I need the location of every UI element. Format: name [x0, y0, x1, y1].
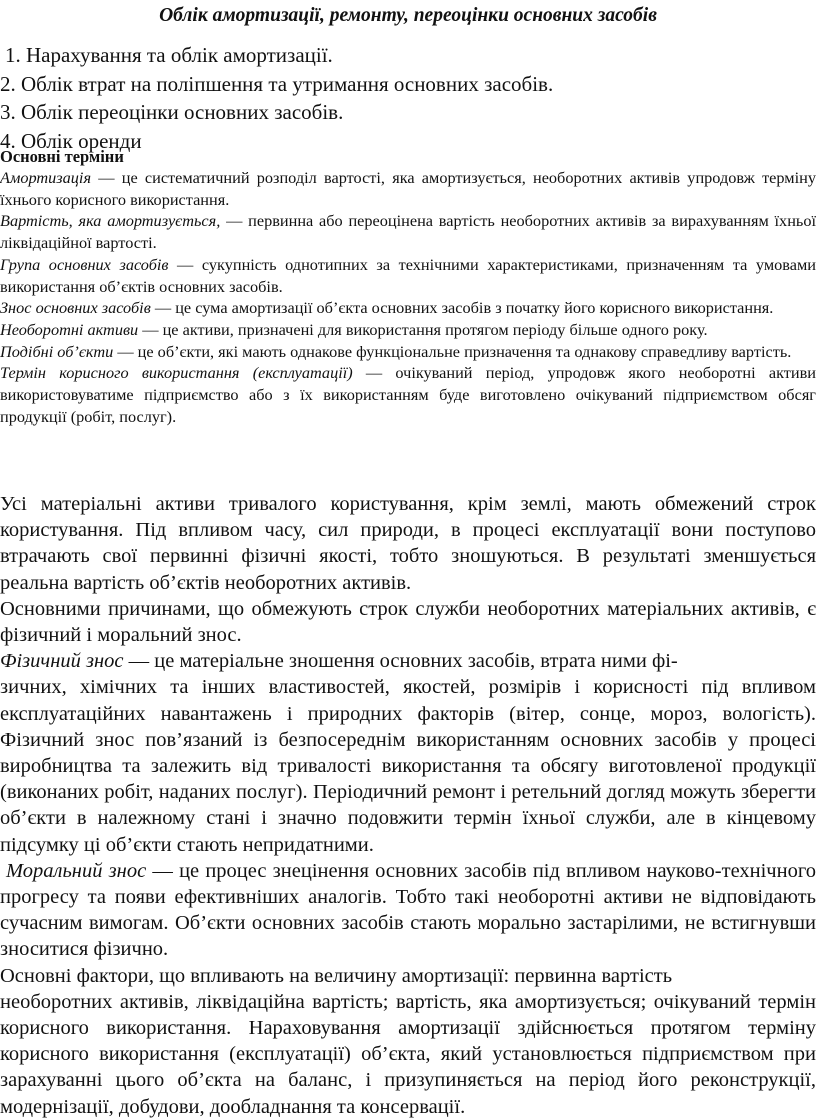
term-name: Група основних засобів — [0, 254, 169, 274]
topic-item-1: 1. Нарахування та облік амортизації. — [5, 43, 333, 67]
paragraph-moral-wear — [0, 858, 816, 963]
term-name: Амортизація — [0, 168, 92, 187]
topic-item-2: 2. Облік втрат на поліпшення та утримання основних засобів. — [0, 71, 554, 96]
term-noncurrent-assets — [0, 319, 816, 341]
term-definition: — це сума амортизації об’єкта основних засобів з початку його корисного використання. — [150, 298, 774, 318]
term-definition: — первинна або переоцінена вартість необоротних активів за вирахуванням їхньої ліквідаційної вартості. — [0, 211, 816, 253]
paragraph-factors: необоротних активів, ліквідаційна вартість; вартість, яка амортизується; очікуваний термін корисного використання. Нараховування амортизації здійснюється протягом терміну корисного використання (експлуатації) об’єкта, який установлюється підприємством при зарахуванні цього об’єкта на баланс, і призупиняється на період його реконструкції, модернізації, добудови, дообладнання та консервації. — [0, 990, 816, 1118]
term-definition: — очікуваний період, упродовж якого необоротні активи використовуватиме підприємство або з їх використанням буде виготовлено очікуваний підприємством обсяг продукції (робіт, послуг). — [0, 363, 816, 426]
term-name: Вартість, яка амортизується, — [0, 211, 221, 231]
term-definition: — сукупність однотипних за технічними характеристиками, призначенням та умовами використання об’єктів основних засобів. — [0, 254, 816, 296]
topic-item-3: 3. Облік переоцінки основних засобів. — [0, 100, 344, 124]
term-name: Подібні об’єкти — [0, 341, 114, 361]
term-wear — [0, 297, 816, 319]
term-depreciable-amount — [0, 210, 816, 253]
body-text — [0, 491, 816, 1120]
paragraph-causes: Основними причинами, що обмежують строк служби необоротних матеріальних активів, є фізичний і моральний знос. — [0, 597, 816, 647]
term-name: Необоротні активи — [0, 319, 139, 339]
term-definition: — це активи, призначені для використання протягом періоду більше одного року. — [138, 319, 708, 339]
topic-item-4: 4. Облік оренди — [0, 128, 142, 153]
term-name: Термін корисного використання (експлуатації) — [0, 363, 353, 383]
physical-wear-line1: — це матеріальне зношення основних засобів, втрата ними фі- — [123, 650, 678, 673]
term-depreciation — [0, 167, 816, 210]
term-similar-objects — [0, 341, 816, 363]
topic-list — [0, 41, 816, 155]
paragraph-intro: Усі матеріальні активи тривалого користування, крім землі, мають обмежений строк користування. Під впливом часу, сил природи, в процесі експлуатації вони поступово втрачають свої первинні фізичні якості, тобто зношуються. В результаті зменшується реальна вартість об’єктів необоротних активів. — [0, 493, 816, 594]
moral-wear-term: Моральний знос — [6, 859, 147, 882]
paragraph-physical-wear-first-line — [0, 648, 816, 674]
moral-wear-definition: — це процес знецінення основних засобів під впливом науково-технічного прогресу та появи ефективніших аналогів. Тобто такі необоротні активи не відповідають сучасним вимогам. Об’єкти основних засобів стають морально застарілими, не встигнувши зноситися фізично. — [0, 859, 816, 961]
term-useful-life — [0, 362, 816, 427]
term-asset-group — [0, 254, 816, 297]
term-name: Знос основних засобів — [0, 298, 151, 318]
terms-heading: Основні терміни — [0, 147, 124, 166]
terms-section — [0, 146, 816, 427]
term-definition: — це систематичний розподіл вартості, яка амортизується, необоротних активів упродовж терміну їхнього корисного використання. — [0, 168, 816, 209]
physical-wear-term: Фізичний знос — [0, 650, 124, 673]
paragraph-factors-first-line: Основні фактори, що впливають на величину амортизації: первинна вартість — [0, 964, 673, 987]
paragraph-physical-wear: зичних, хімічних та інших властивостей, якостей, розмірів і корисності під впливом експлуатаційних навантажень і природних факторів (вітер, сонце, мороз, вологість). Фізичний знос пов’язаний із безпосереднім використанням основних засобів у процесі виробництва та залежить від тривалості використання та обсягу виготовленої продукції (виконаних робіт, наданих послуг). Періодичний ремонт і ретельний догляд можуть зберегти об’єкти в належному стані і значно подовжити термін їхньої служби, але в кінцевому підсумку ці об’єкти стають непридатними. — [0, 676, 816, 856]
term-definition: — це об’єкти, які мають однакове функціональне призначення та однакову справедливу вартість. — [113, 341, 792, 361]
page-title: Облік амортизації, ремонту, переоцінки основних засобів — [159, 5, 657, 26]
